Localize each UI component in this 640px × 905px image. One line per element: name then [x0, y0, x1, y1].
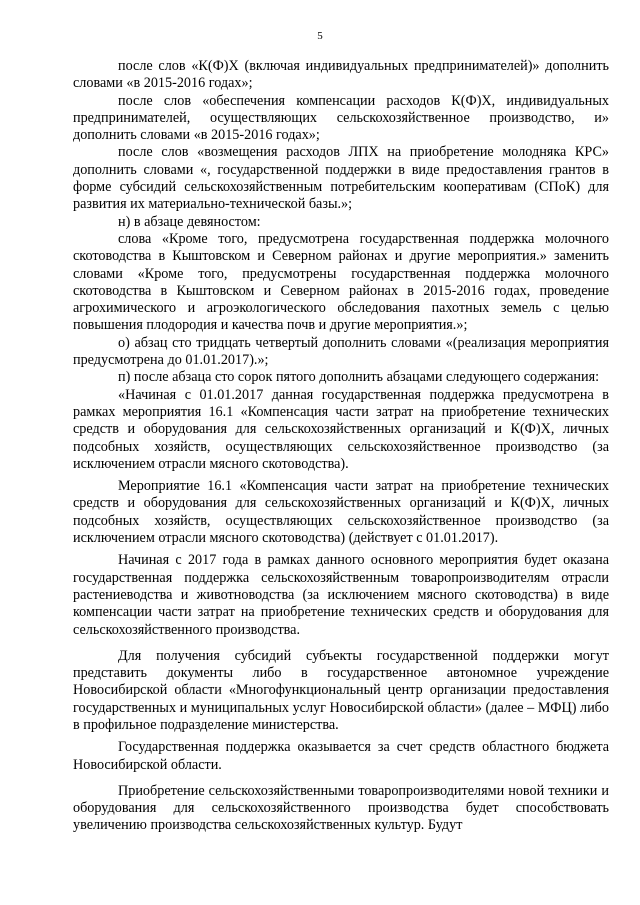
- paragraph: слова «Кроме того, предусмотрена государственная поддержка молочного скотоводства в Кыштовском и Северном районах и другие мероприятия.» заменить словами «Кроме того, предусмотрены государственная поддержка молочного скотоводства в Кыштовском и Северном районах в 2015-2016 годах, проведение агрохимического и агроэкологического обследования пахотных земель с целью повышения плодородия и качества почв и другие мероприятия.»;: [73, 230, 609, 334]
- paragraph: после слов «возмещения расходов ЛПХ на приобретение молодняка КРС» дополнить словами «, государственной поддержки в виде предоставления грантов в форме субсидий сельскохозяйственным потребительским кооперативам (СПоК) для развития их материально-технической базы.»;: [73, 144, 609, 213]
- paragraph: Начиная с 2017 года в рамках данного основного мероприятия будет оказана государственная поддержка сельскохозяйственным товаропроизводителям отрасли растениеводства и животноводства (за исключением мясного скотоводства) в виде компенсации части затрат на приобретение технических средств и оборудования для сельскохозяйственного производства.: [73, 552, 609, 638]
- paragraph: Государственная поддержка оказывается за счет средств областного бюджета Новосибирской области.: [73, 739, 609, 773]
- paragraph: Для получения субсидий субъекты государственной поддержки могут представить документы либо в государственное автономное учреждение Новосибирской области «Многофункциональный центр организации предоставления государственных и муниципальных услуг Новосибирской области» (далее – МФЦ) либо в профильное подразделение министерства.: [73, 647, 609, 733]
- paragraph: н) в абзаце девяностом:: [118, 213, 261, 230]
- paragraph: после слов «обеспечения компенсации расходов К(Ф)Х, индивидуальных предпринимателей, осуществляющих сельскохозяйственное производство, и» дополнить словами «в 2015-2016 годах»;: [73, 92, 609, 144]
- document-body: [73, 58, 609, 835]
- paragraph: Мероприятие 16.1 «Компенсация части затрат на приобретение технических средств и оборудования для сельскохозяйственных организаций и К(Ф)Х, личных подсобных хозяйств, осуществляющих сельскохозяйственное производство (за исключением отрасли мясного скотоводства) (действует с 01.01.2017).: [73, 478, 609, 547]
- paragraph: после слов «К(Ф)Х (включая индивидуальных предпринимателей)» дополнить словами «в 2015-2016 годах»;: [73, 58, 609, 92]
- paragraph: Приобретение сельскохозяйственными товаропроизводителями новой техники и оборудования для сельскохозяйственного производства будет способствовать увеличению производства сельскохозяйственных культур. Будут: [73, 782, 609, 834]
- paragraph: о) абзац сто тридцать четвертый дополнить словами «(реализация мероприятия предусмотрена до 01.01.2017).»;: [73, 334, 609, 369]
- page-number: 5: [317, 30, 323, 42]
- paragraph: п) после абзаца сто сорок пятого дополнить абзацами следующего содержания:: [118, 369, 600, 386]
- paragraph: «Начиная с 01.01.2017 данная государственная поддержка предусмотрена в рамках мероприятия 16.1 «Компенсация части затрат на приобретение технических средств и оборудования для сельскохозяйственных организаций и К(Ф)Х, личных подсобных хозяйств, осуществляющих сельскохозяйственное производство (за исключением отрасли мясного скотоводства).: [73, 386, 609, 472]
